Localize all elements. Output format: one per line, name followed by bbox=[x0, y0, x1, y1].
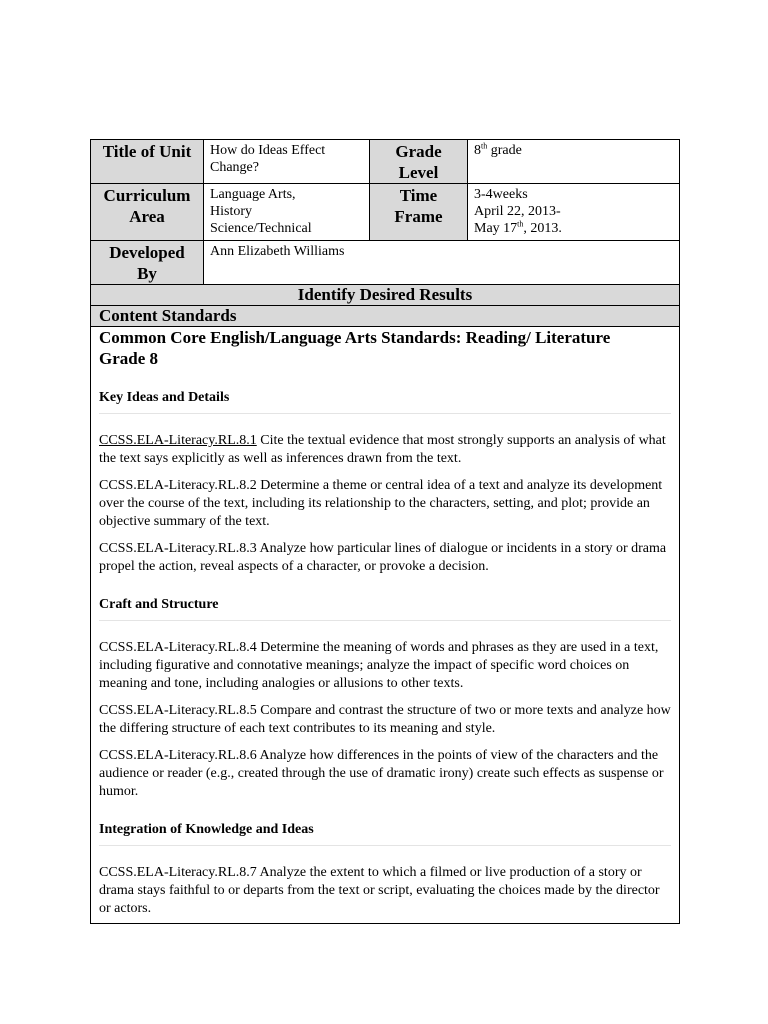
curriculum-label-line-1: Curriculum bbox=[103, 186, 191, 205]
section-heading: Craft and Structure bbox=[99, 596, 671, 621]
standard-code-link[interactable]: CCSS.ELA-Literacy.RL.8.1 bbox=[99, 433, 257, 448]
title-of-unit-value bbox=[204, 140, 370, 184]
standards-body bbox=[91, 327, 680, 924]
time-value-line-1: 3-4weeks bbox=[474, 187, 528, 202]
standard-code: CCSS.ELA-Literacy.RL.8.5 bbox=[99, 703, 257, 718]
time-value-line-3 bbox=[474, 220, 673, 237]
title-of-unit-label-text: Title of Unit bbox=[102, 142, 192, 161]
standard-text: Analyze how differences in the points of view of the characters and the audience or reader (e.g., created through the use of dramatic irony) create such effects as suspense or humor. bbox=[99, 748, 664, 799]
standards-body-row bbox=[91, 327, 680, 924]
curriculum-value-line-1: Language Arts, bbox=[210, 187, 296, 202]
developed-label-line-1: Developed bbox=[109, 243, 185, 262]
curriculum-label-line-2: Area bbox=[129, 207, 165, 226]
section-heading: Integration of Knowledge and Ideas bbox=[99, 821, 671, 846]
identify-desired-results-banner bbox=[91, 285, 680, 306]
grade-number: 8 bbox=[474, 143, 481, 158]
title-value-line-1: How do Ideas Effect bbox=[210, 143, 326, 158]
standard-code: CCSS.ELA-Literacy.RL.8.2 bbox=[99, 478, 257, 493]
standard-code: CCSS.ELA-Literacy.RL.8.3 bbox=[99, 541, 257, 556]
content-standards-row bbox=[91, 306, 680, 327]
banner-row bbox=[91, 285, 680, 306]
curriculum-area-label bbox=[91, 184, 204, 241]
standard-text: Analyze the extent to which a filmed or live production of a story or drama stays faithful to or departs from the text or script, evaluating the choices made by the director or actors. bbox=[99, 865, 660, 916]
standard-item bbox=[99, 864, 671, 918]
time-label-line-1: Time bbox=[399, 186, 438, 205]
curriculum-area-value bbox=[204, 184, 370, 241]
time-end-superscript: th bbox=[517, 219, 524, 229]
standard-text: Cite the textual evidence that most strongly supports an analysis of what the text says explicitly as well as inferences drawn from the text. bbox=[99, 433, 666, 466]
standard-text: Determine the meaning of words and phrases as they are used in a text, including figurative and connotative meanings; analyze the impact of specific word choices on meaning and tone, including analogies or allusions to other texts. bbox=[99, 640, 659, 691]
content-standards-label bbox=[91, 306, 680, 327]
standard-text: Analyze how particular lines of dialogue or incidents in a story or drama propel the action, reveal aspects of a character, or provoke a decision. bbox=[99, 541, 667, 574]
grade-label-line-2: Level bbox=[398, 163, 439, 182]
standards-title bbox=[99, 327, 671, 369]
time-label-line-2: Frame bbox=[394, 207, 443, 226]
standard-code: CCSS.ELA-Literacy.RL.8.4 bbox=[99, 640, 257, 655]
section-heading: Key Ideas and Details bbox=[99, 389, 671, 414]
title-row bbox=[91, 140, 680, 184]
grade-level-label bbox=[370, 140, 468, 184]
developer-name: Ann Elizabeth Williams bbox=[210, 244, 345, 259]
section-key-ideas bbox=[99, 389, 671, 576]
standard-text: Compare and contrast the structure of two or more texts and analyze how the differing structure of each text contributes to its meaning and style. bbox=[99, 703, 671, 736]
developed-by-value bbox=[204, 241, 680, 285]
developed-by-row bbox=[91, 241, 680, 285]
standard-code: CCSS.ELA-Literacy.RL.8.6 bbox=[99, 748, 257, 763]
curriculum-value-line-2: History bbox=[210, 204, 252, 219]
time-end-month-day: May 17 bbox=[474, 221, 518, 236]
title-value-line-2: Change? bbox=[210, 160, 259, 175]
time-frame-label bbox=[370, 184, 468, 241]
curriculum-value-line-3: Science/Technical bbox=[210, 221, 312, 236]
time-end-year: , 2013. bbox=[523, 221, 562, 236]
section-integration bbox=[99, 821, 671, 918]
time-frame-value bbox=[468, 184, 680, 241]
standard-code: CCSS.ELA-Literacy.RL.8.7 bbox=[99, 865, 257, 880]
developed-by-label bbox=[91, 241, 204, 285]
standard-item bbox=[99, 432, 671, 468]
grade-label-line-1: Grade bbox=[395, 142, 442, 161]
grade-level-value bbox=[468, 140, 680, 184]
standard-item bbox=[99, 540, 671, 576]
section-craft-structure bbox=[99, 596, 671, 801]
standard-item bbox=[99, 639, 671, 693]
banner-text: Identify Desired Results bbox=[297, 285, 473, 304]
developed-label-line-2: By bbox=[137, 264, 157, 283]
grade-text: grade bbox=[487, 143, 522, 158]
grade-superscript: th bbox=[481, 141, 488, 151]
title-of-unit-label bbox=[91, 140, 204, 184]
standards-title-line-1: Common Core English/Language Arts Standards: Reading/ Literature bbox=[99, 328, 611, 347]
curriculum-row bbox=[91, 184, 680, 241]
standard-text: Determine a theme or central idea of a text and analyze its development over the course of the text, including its relationship to the characters, setting, and plot; provide an objective summary of the text. bbox=[99, 478, 663, 529]
standards-title-line-2: Grade 8 bbox=[99, 349, 159, 368]
unit-plan-table bbox=[90, 139, 680, 924]
standard-item bbox=[99, 477, 671, 531]
content-standards-text: Content Standards bbox=[99, 306, 237, 325]
time-value-line-2: April 22, 2013- bbox=[474, 204, 561, 219]
standard-item bbox=[99, 747, 671, 801]
standard-item bbox=[99, 702, 671, 738]
